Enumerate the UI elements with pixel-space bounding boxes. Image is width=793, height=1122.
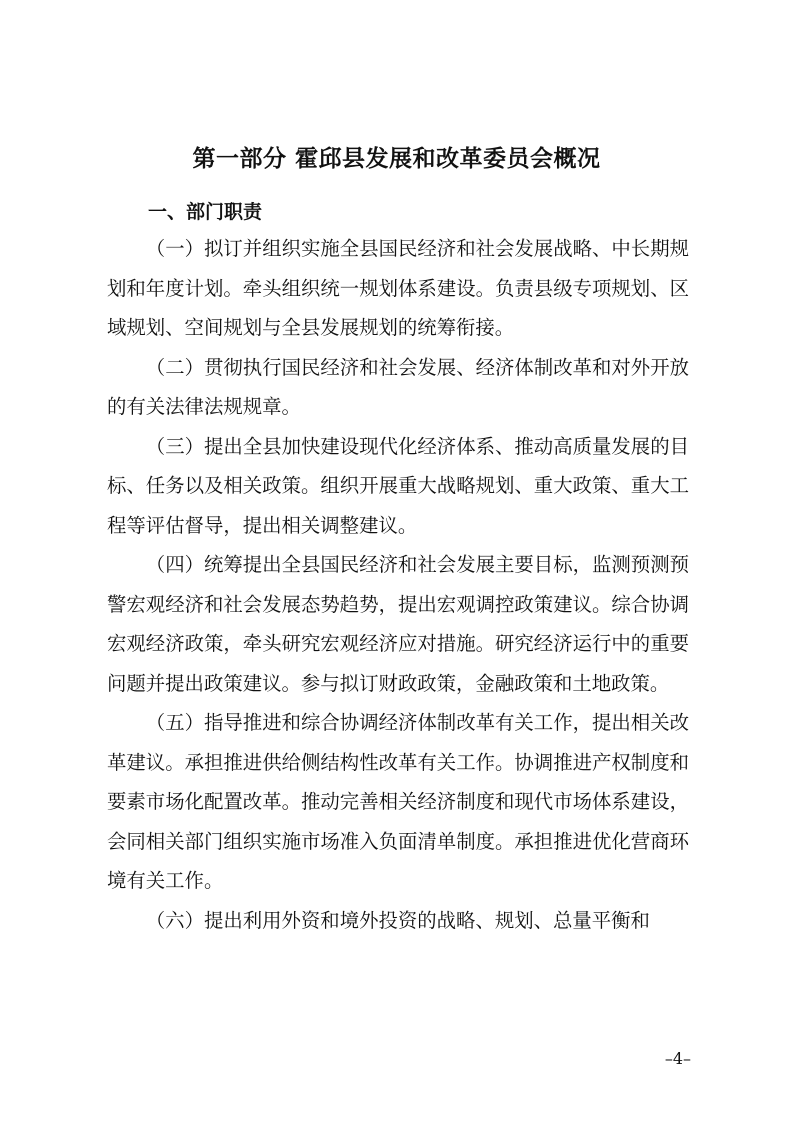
paragraph-4: （四）统筹提出全县国民经济和社会发展主要目标，监测预测预警宏观经济和社会发展态势趋势，提出宏观调控政策建议。综合协调宏观经济政策，牵头研究宏观经济应对措施。研究经济运行中的重要问题并提出政策建议。参与拟订财政政策，金融政策和土地政策。 bbox=[107, 553, 689, 695]
paragraph-5: （五）指导推进和综合协调经济体制改革有关工作，提出相关改革建议。承担推进供给侧结构性改革有关工作。协调推进产权制度和要素市场化配置改革。推动完善相关经济制度和现代市场体系建设，会同相关部门组织实施市场准入负面清单制度。承担推进优化营商环境有关工作。 bbox=[107, 711, 689, 892]
paragraph-6: （六）提出利用外资和境外投资的战略、规划、总量平衡和 bbox=[145, 908, 650, 932]
body-text bbox=[107, 229, 689, 940]
paragraph-2: （二）贯彻执行国民经济和社会发展、经济体制改革和对外开放的有关法律法规规章。 bbox=[107, 355, 689, 418]
section-heading: 一、部门职责 bbox=[148, 201, 263, 223]
paragraph-3: （三）提出全县加快建设现代化经济体系、推动高质量发展的目标、任务以及相关政策。组织开展重大战略规划、重大政策、重大工程等评估督导，提出相关调整建议。 bbox=[107, 434, 689, 537]
paragraph-1: （一）拟订并组织实施全县国民经济和社会发展战略、中长期规划和年度计划。牵头组织统一规划体系建设。负责县级专项规划、区域规划、空间规划与全县发展规划的统筹衔接。 bbox=[107, 237, 689, 339]
page-number: –4– bbox=[664, 1049, 691, 1068]
page-title: 第一部分 霍邱县发展和改革委员会概况 bbox=[192, 146, 601, 172]
